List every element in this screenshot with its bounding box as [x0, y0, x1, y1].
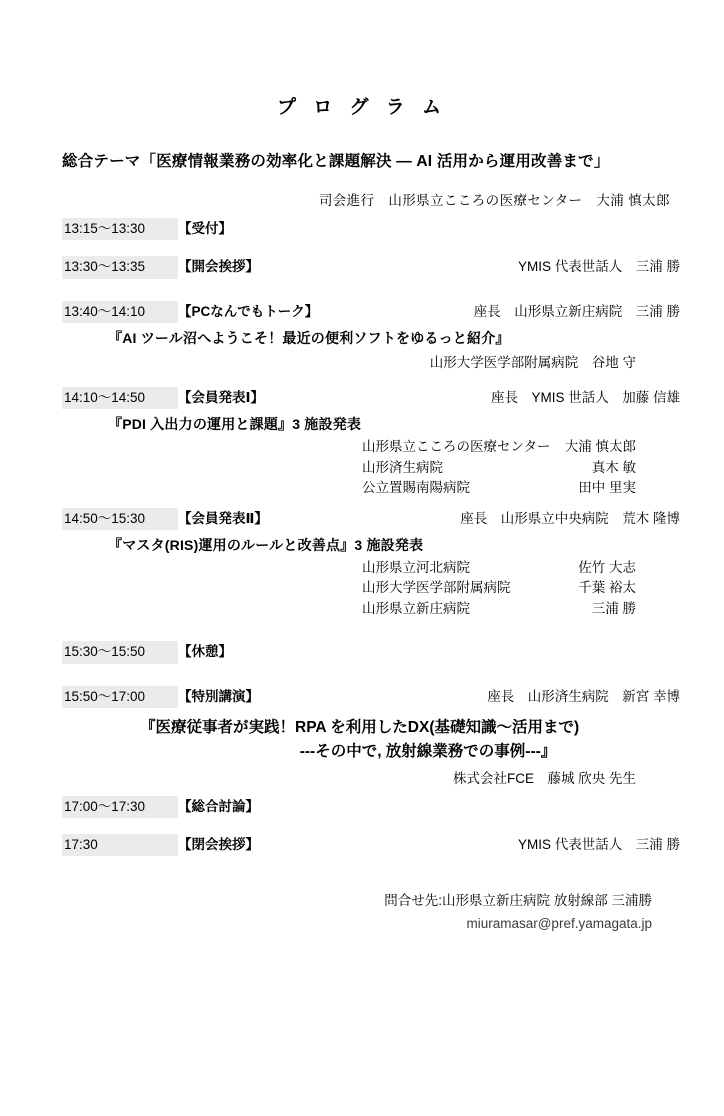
row-time: 13:40～14:10 [62, 301, 178, 323]
speaker-name: 大浦 慎太郎 [564, 439, 636, 454]
speaker-name: 真木 敏 [591, 459, 636, 475]
program-row [62, 256, 680, 278]
row-time: 14:10～14:50 [62, 387, 178, 409]
speaker-affiliation: 公立置賜南陽病院 [362, 480, 470, 496]
program-row [62, 686, 680, 787]
row-session: 【閉会挨拶】 [178, 837, 259, 853]
row-session: 【会員発表Ⅱ】 [178, 510, 268, 526]
row-time: 13:15～13:30 [62, 218, 178, 240]
page-title: プ ロ グ ラ ム [276, 97, 448, 118]
program-row [62, 218, 680, 240]
row-session: 【開会挨拶】 [178, 259, 259, 275]
contact-email: miuramasar@pref.yamagata.jp [466, 916, 652, 932]
row-chair: 座長 YMIS 世話人 加藤 信雄 [490, 389, 680, 405]
row-time: 14:50～15:30 [62, 508, 178, 530]
row-chair: 座長 山形済生病院 新宮 幸博 [487, 688, 680, 704]
row-chair: YMIS 代表世話人 三浦 勝 [517, 837, 680, 853]
row-chair: 座長 山形県立中央病院 荒木 隆博 [460, 510, 680, 526]
speaker-list [362, 558, 636, 620]
moderator-line: 司会進行 山形県立こころの医療センター 大浦 慎太郎 [318, 193, 670, 208]
contact-line: 問合せ先:山形県立新庄病院 放射線部 三浦勝 [384, 893, 652, 909]
row-time: 15:30～15:50 [62, 641, 178, 663]
row-session: 【総合討論】 [178, 798, 259, 814]
speaker-name: 佐竹 大志 [578, 559, 636, 575]
speaker-name: 三浦 勝 [591, 600, 636, 616]
speaker-name: 田中 里実 [578, 480, 636, 496]
speaker-affiliation: 山形県立新庄病院 [362, 600, 470, 616]
row-session: 【休憩】 [178, 644, 232, 660]
row-time: 15:50～17:00 [62, 686, 178, 708]
program-row [62, 301, 680, 371]
speaker-affiliation: 山形済生病院 [362, 459, 443, 475]
special-lecture-title-line1: 『医療従事者が実践！RPA を利用したDX(基礎知識～活用まで) [140, 718, 580, 736]
program-row [62, 387, 680, 499]
program-row [62, 641, 680, 663]
talk-title: 『AI ツール沼へようこそ！最近の便利ソフトをゆるっと紹介』 [108, 329, 510, 346]
speaker-item [362, 578, 636, 599]
row-chair: 座長 山形県立新庄病院 三浦 勝 [473, 303, 680, 319]
speaker-item [362, 458, 636, 479]
footer-contact-block [0, 890, 652, 936]
speaker-affiliation: 山形大学医学部附属病院 [362, 580, 511, 596]
speaker-affiliation: 山形県立こころの医療センター [362, 439, 551, 454]
row-chair: YMIS 代表世話人 三浦 勝 [517, 259, 680, 275]
overall-theme: 総合テーマ「医療情報業務の効率化と課題解決 ― AI 活用から運用改善まで」 [62, 153, 610, 170]
program-row [62, 508, 680, 620]
special-lecture-title-line2: ---その中で, 放射線業務での事例---』 [299, 742, 557, 760]
row-time: 17:00～17:30 [62, 796, 178, 818]
program-row [62, 796, 680, 818]
speaker-item [362, 558, 636, 579]
talk-title: 『マスタ(RIS)運用のルールと改善点』3 施設発表 [108, 536, 424, 553]
talk-title: 『PDI 入出力の運用と課題』3 施設発表 [108, 416, 362, 432]
program-page [0, 92, 724, 1116]
speaker-name: 千葉 裕太 [578, 580, 636, 596]
speaker-item [362, 599, 636, 620]
talk-speaker: 株式会社FCE 藤城 欣央 先生 [452, 770, 636, 786]
row-session: 【受付】 [178, 221, 232, 236]
speaker-item [362, 478, 636, 499]
row-time: 13:30～13:35 [62, 256, 178, 278]
row-session: 【特別講演】 [178, 688, 259, 704]
row-session: 【会員発表Ⅰ】 [178, 389, 265, 405]
row-session: 【PCなんでもトーク】 [178, 303, 319, 319]
speaker-list [362, 437, 636, 499]
row-time: 17:30 [62, 834, 178, 856]
special-lecture-title [140, 716, 636, 764]
program-row [62, 834, 680, 856]
speaker-item [362, 437, 636, 458]
speaker-affiliation: 山形県立河北病院 [362, 559, 470, 575]
talk-speaker: 山形大学医学部附属病院 谷地 守 [429, 354, 636, 370]
